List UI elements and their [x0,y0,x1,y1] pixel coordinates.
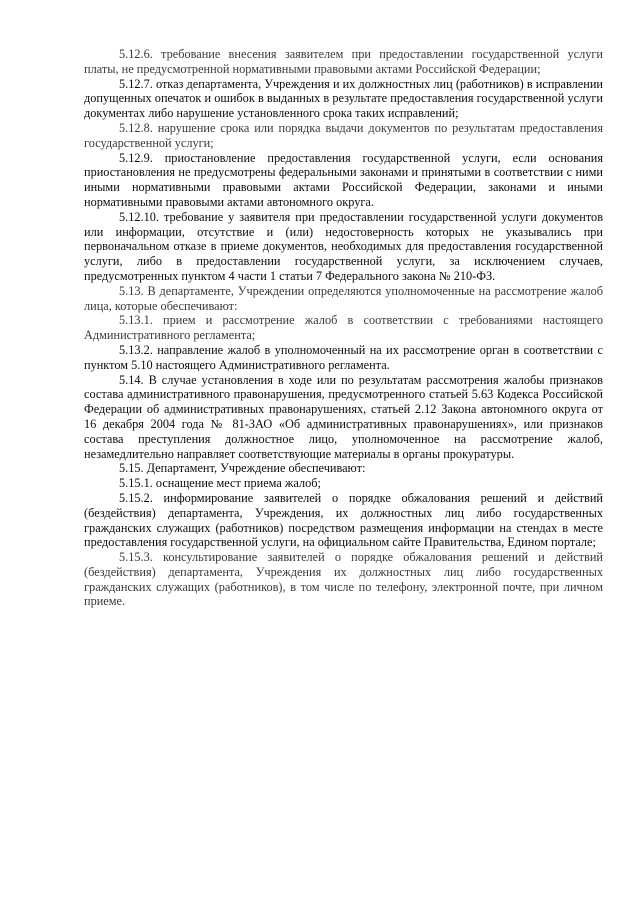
paragraph-5-13: 5.13. В департаменте, Учреждении определяются уполномоченные на рассмотрение жалоб лица, которые обеспечивают: [84,283,603,313]
paragraph-5-13-1: 5.13.1. прием и рассмотрение жалоб в соответствии с требованиями настоящего Административного регламента; [84,313,603,343]
paragraph-5-14: 5.14. В случае установления в ходе или по результатам рассмотрения жалобы признаков состава административного правонарушения, предусмотренного статьей 5.63 Кодекса Российской Федерации об административных правонарушениях, статьей 2.12 Закона автономного округа от 16 декабря 2004 года № 81-ЗАО «Об административных правонарушениях», или признаков состава преступления должностное лицо, уполномоченное на рассмотрение жалоб, незамедлительно направляет соответствующие материалы в органы прокуратуры. [84,372,603,461]
paragraph-5-12-10: 5.12.10. требование у заявителя при предоставлении государственной услуги документов или информации, отсутствие и (или) недостоверность которых не указывались при первоначальном отказе в приеме документов, необходимых для предоставления государственной услуги, либо в предоставлении государственной услуги, за исключением случаев, предусмотренных пунктом 4 части 1 статьи 7 Федерального закона № 210-ФЗ. [84,209,603,283]
paragraph-5-12-8: 5.12.8. нарушение срока или порядка выдачи документов по результатам предоставления государственной услуги; [84,120,603,150]
paragraph-5-13-2: 5.13.2. направление жалоб в уполномоченный на их рассмотрение орган в соответствии с пунктом 5.10 настоящего Административного регламента. [84,342,603,372]
paragraph-5-12-9: 5.12.9. приостановление предоставления государственной услуги, если основания приостановления не предусмотрены федеральными законами и принятыми в соответствии с ними иными нормативными правовыми актами Российской Федерации, законами и иными нормативными правовыми актами автономного округа. [84,150,603,209]
paragraph-5-15-2: 5.15.2. информирование заявителей о порядке обжалования решений и действий (бездействия) департамента, Учреждения, их должностных лиц либо государственных гражданских служащих (работников) посредством размещения информации на стендах в месте предоставления государственной услуги, на официальном сайте Правительства, Едином портале; [84,490,603,550]
paragraph-5-12-7: 5.12.7. отказ департамента, Учреждения и их должностных лиц (работников) в исправлении допущенных опечаток и ошибок в выданных в результате предоставления государственной услуги документах либо нарушение установленного срока таких исправлений; [84,76,603,121]
document-page [84,47,603,609]
paragraph-5-15: 5.15. Департамент, Учреждение обеспечивают: [119,461,366,476]
paragraph-5-15-3: 5.15.3. консультирование заявителей о порядке обжалования решений и действий (бездействия) департамента, Учреждения их должностных лиц либо государственных гражданских служащих (работников), в том числе по телефону, электронной почте, при личном приеме. [84,550,603,609]
paragraph-5-15-1: 5.15.1. оснащение мест приема жалоб; [119,476,321,491]
paragraph-5-12-6: 5.12.6. требование внесения заявителем при предоставлении государственной услуги платы, не предусмотренной нормативными правовыми актами Российской Федерации; [84,47,603,76]
